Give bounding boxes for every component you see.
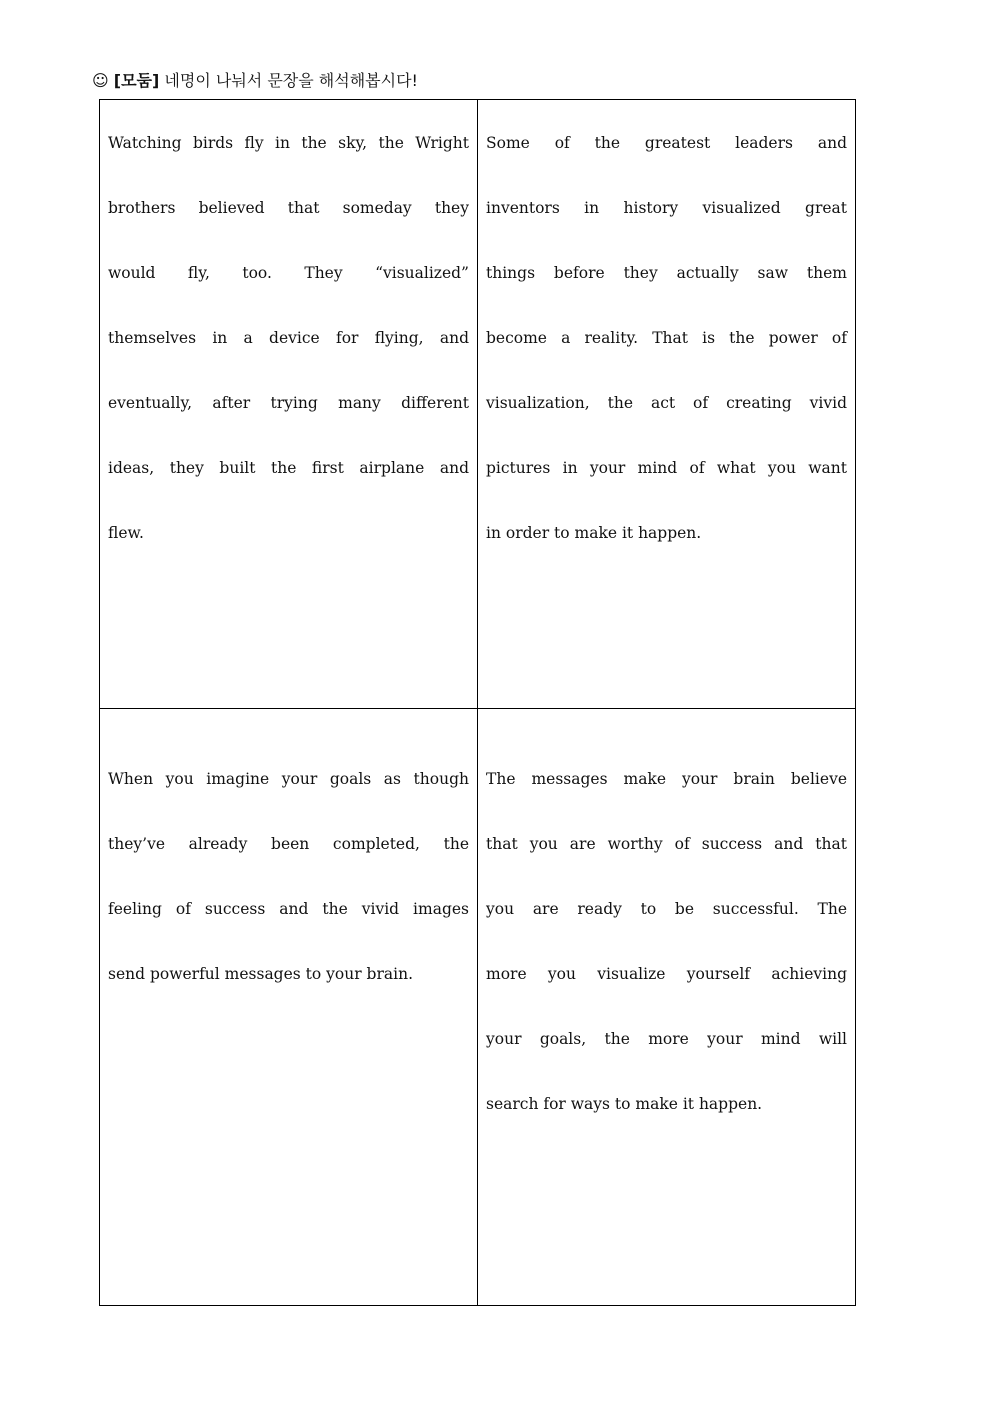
smiley-icon: ☺ [92, 71, 109, 90]
passage-line: would fly, too. They “visualized” [108, 264, 469, 282]
passage-line: search for ways to make it happen. [486, 1095, 763, 1113]
passage-line: Watching birds fly in the sky, the Wright [108, 134, 469, 152]
passage-table [99, 99, 856, 1306]
passage-line: more you visualize yourself achieving [486, 965, 847, 983]
passage-line: become a reality. That is the power of [486, 329, 847, 347]
passage-line: Some of the greatest leaders and [486, 134, 847, 152]
group-tag: [모둠] [113, 71, 160, 90]
passage-line: in order to make it happen. [486, 524, 702, 542]
worksheet-heading [92, 68, 418, 91]
passage-line: your goals, the more your mind will [486, 1030, 847, 1048]
passage-cell [100, 100, 478, 709]
passage-line: inventors in history visualized great [486, 199, 847, 217]
instruction-text: 네명이 나눠서 문장을 해석해봅시다! [164, 71, 418, 90]
passage-line: send powerful messages to your brain. [108, 965, 413, 983]
passage-line: The messages make your brain believe [486, 770, 847, 788]
passage-line: themselves in a device for flying, and [108, 329, 469, 347]
passage-line: brothers believed that someday they [108, 199, 469, 217]
passage-line: ideas, they built the first airplane and [108, 459, 469, 477]
passage-line: visualization, the act of creating vivid [486, 394, 847, 412]
passage-cell [100, 709, 478, 1306]
passage-line: you are ready to be successful. The [486, 900, 847, 918]
passage-line: pictures in your mind of what you want [486, 459, 847, 477]
passage-line: flew. [108, 524, 144, 542]
table-row [100, 709, 856, 1306]
passage-line: they’ve already been completed, the [108, 835, 469, 853]
passage-line: feeling of success and the vivid images [108, 900, 469, 918]
passage-line: eventually, after trying many different [108, 394, 469, 412]
table-row [100, 100, 856, 709]
passage-line: things before they actually saw them [486, 264, 847, 282]
passage-line: that you are worthy of success and that [486, 835, 847, 853]
passage-cell [478, 100, 856, 709]
passage-cell [478, 709, 856, 1306]
passage-line: When you imagine your goals as though [108, 770, 469, 788]
